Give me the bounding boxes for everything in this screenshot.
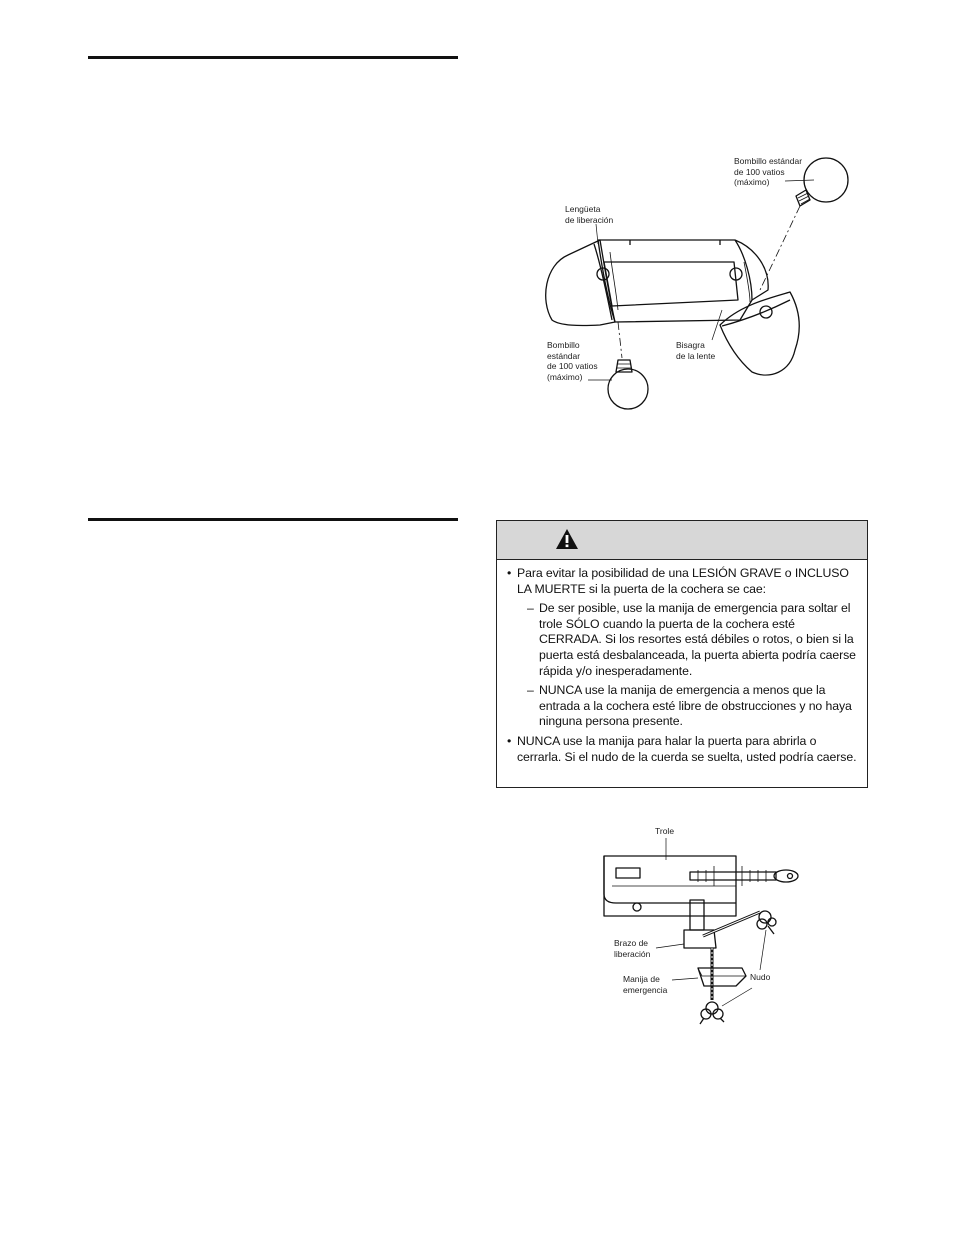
- label-lens-hinge: Bisagra de la lente: [676, 340, 716, 361]
- label-bulb-bottom: Bombillo estándar de 100 vatios (máximo): [547, 340, 598, 382]
- label-knot: Nudo: [750, 972, 771, 982]
- label-bulb-top: Bombillo estándar de 100 vatios (máximo): [734, 156, 803, 187]
- label-trolley: Trole: [655, 826, 675, 836]
- warning-sub-bullet-2: – NUNCA use la manija de emergencia a menos que la entrada a la cochera esté libre de obstrucciones y no haya ninguna persona presente.: [517, 683, 857, 730]
- warning-sub-bullet-1: – De ser posible, use la manija de emergencia para soltar el trole SÓLO cuando la puerta de la cochera esté CERRADA. Si los resortes está débiles o rotos, o bien si la puerta está desbalanceada, la puerta abierta podría caerse rápida y/o inesperadamente.: [517, 601, 857, 679]
- threaded-rod: [690, 872, 776, 880]
- label-release-arm: Brazo de liberación: [614, 938, 651, 959]
- label-release-tab: Lengüeta de liberación: [565, 204, 614, 225]
- warning-bullet-2: • NUNCA use la manija para halar la puerta para abrirla o cerrarla. Si el nudo de la cuerda se suelta, usted podría caerse.: [507, 734, 857, 765]
- emergency-handle: [698, 968, 746, 986]
- warning-bullet-1: • Para evitar la posibilidad de una LESIÓN GRAVE o INCLUSO LA MUERTE si la puerta de la cochera se cae:: [507, 566, 857, 597]
- label-emergency-handle: Manija de emergencia: [623, 974, 668, 995]
